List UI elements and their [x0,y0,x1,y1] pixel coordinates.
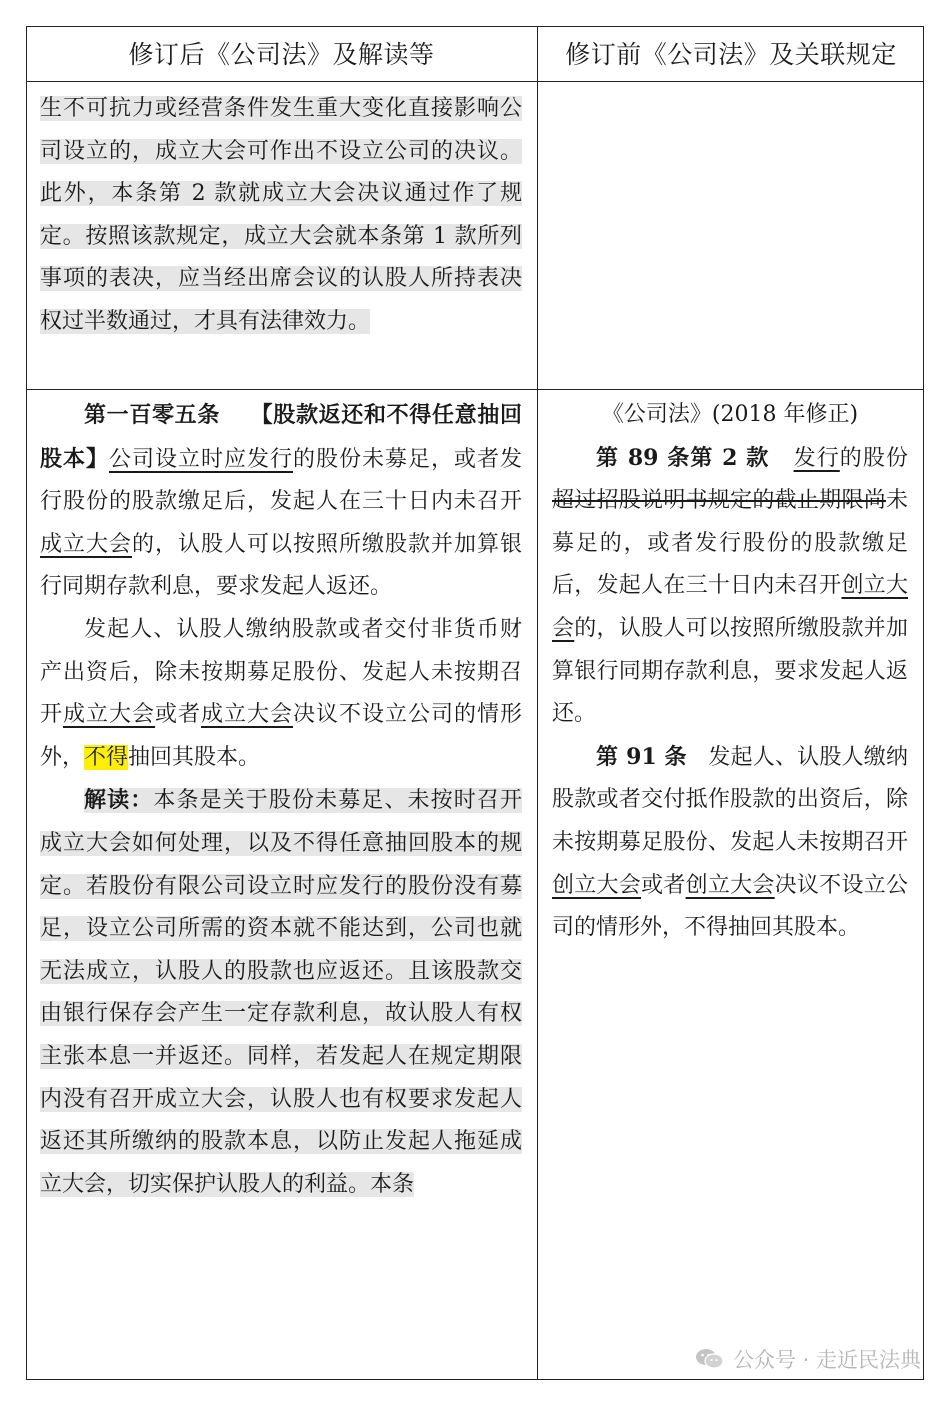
watermark-text: 公众号 · 走近民法典 [732,1348,921,1372]
underlined-text: 公司设立时应发行 [109,446,293,472]
row-divider [26,389,924,390]
wechat-icon [695,1347,725,1371]
article-number: 第一百零五条 [84,402,220,428]
body-text: 发起人、认股人缴纳股款或者交付非货币财产出资后，除未按期募足股份、发起人未按期召开 [40,616,522,728]
interpretation-paragraph [40,779,522,1206]
body-text: 的股份未募足，或者发行股份的股款缴足后，发起人在三十日内未召开 [40,446,522,515]
underlined-text: 创立大会 [552,573,908,641]
interpretation-label: 解读： [84,787,154,814]
row1-left-cell [40,88,522,344]
law-title: 《公司法》(2018 年修正) [601,402,859,427]
article-91-label: 第 91 条 [596,743,687,770]
header-left: 修订后《公司法》及解读等 [128,40,435,69]
struck-text: 超过招股说明书规定的截止期限尚 [552,488,886,514]
article-title: 【股款返还和不得任意抽回股本】 [40,402,522,472]
row2-left-cell [40,394,522,1206]
underlined-text: 成立大会 [201,702,293,728]
underlined-text: 成立大会 [40,531,132,557]
body-text: 或者 [641,872,686,898]
article-91-paragraph [552,736,908,950]
body-text: 的，认股人可以按照所缴股款并加算银行同期存款利息，要求发起人返还。 [552,615,908,727]
article-105-paragraph-1 [40,394,522,609]
body-text: 未募足的，或者发行股份的股款缴足后，发起人在三十日内未召开 [552,488,908,599]
header-right: 修订前《公司法》及关联规定 [565,40,897,69]
body-text: 的股份 [839,445,908,471]
underlined-text: 创立大会 [552,872,642,898]
article-89-paragraph [552,437,908,736]
underlined-text: 创立大会 [685,872,775,898]
interpretation-text: 本条是关于股份未募足、未按时召开成立大会如何处理，以及不得任意抽回股本的规定。若股份有限公司设立时应发行的股份没有募足，设立公司所需的资本就不能达到，公司也就无法成立，认股人的股款也应返还。且该股款交由银行保存会产生一定存款利息，故认股人有权主张本息一并返还。同样，若发起人在规定期限内没有召开成立大会，认股人也有权要求发起人返还其所缴纳的股款本息，以防止发起人拖延成立大会，切实保护认股人的利益。本条 [40,788,522,1197]
underlined-text: 成立大会 [63,702,155,728]
body-text: 抽回其股本。 [128,744,261,770]
body-text: 或者 [155,702,201,728]
watermark [695,1344,921,1374]
body-text: 发起人、认股人缴纳股款或者交付抵作股款的出资后，除未按期募足股份、发起人未按期召开 [552,744,908,855]
body-text: 的，认股人可以按照所缴股款并加算银行同期存款利息，要求发起人返还。 [40,531,522,600]
body-text: 决议不设立公司的情形外， [40,702,522,770]
header-divider [26,81,924,82]
underlined-text: 发行 [793,445,840,471]
body-text: 决议不设立公司的情形外，不得抽回其股本。 [552,872,908,941]
highlighted-text: 不得 [84,744,129,770]
article-105-paragraph-2 [40,609,522,779]
interpretation-continued-text: 生不可抗力或经营条件发生重大变化直接影响公司设立的，成立大会可作出不设立公司的决议。此外，本条第 2 款就成立大会决议通过作了规定。按照该款规定，成立大会就本条第 1 款所列事项的表决，应当经出席会议的认股人所持表决权过半数通过，才具有法律效力。 [40,96,522,334]
column-divider [537,26,538,1380]
row2-right-cell [552,394,908,950]
article-89-label: 第 89 条第 2 款 [596,444,770,471]
